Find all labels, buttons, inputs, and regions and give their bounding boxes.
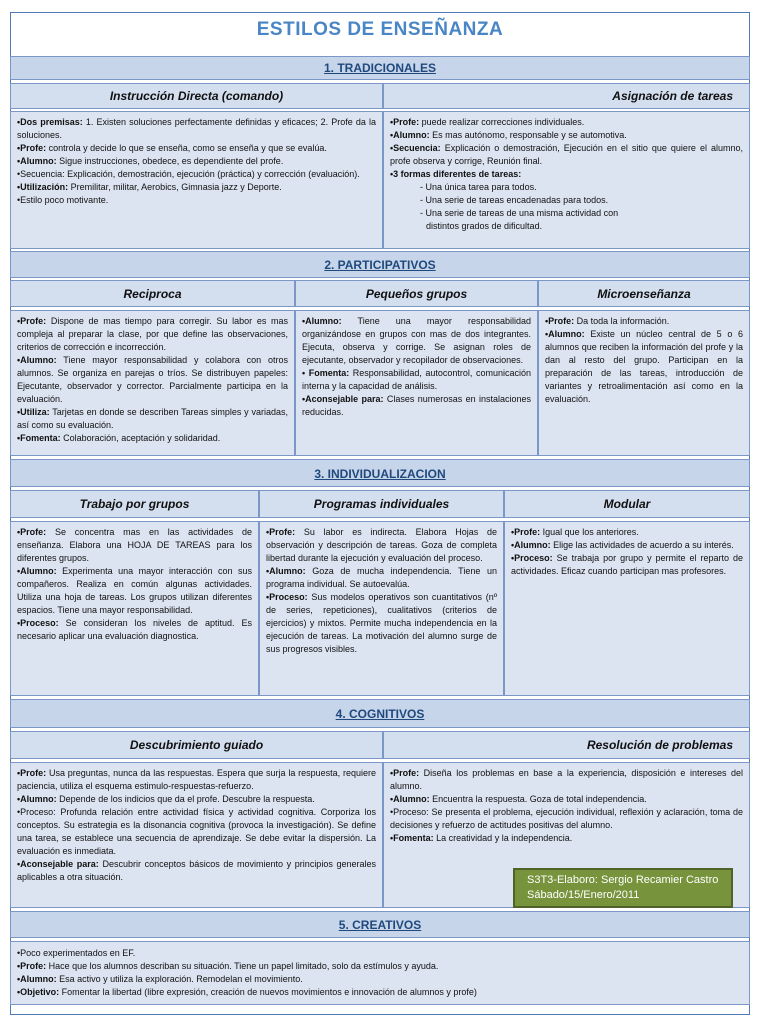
bullet-text: Premilitar, militar, Aerobics, Gimnasia jazz y Deporte.: [68, 182, 282, 192]
bullet-text: Tiene una mayor responsabilidad organizándose en grupos con mas de dos integrantes. Ejecuta, observa y corrige. Se asignan roles de ejecutante, observador y recopilador de observaciones.: [302, 316, 531, 365]
bullet-line: [17, 432, 288, 445]
bullet-label: •Proceso:: [266, 592, 308, 602]
bullet-text: 1. Existen soluciones perfectamente definidas y eficaces; 2. Profe da la soluciones.: [17, 117, 376, 140]
col-header-modular: Modular: [504, 490, 750, 518]
bullet-line: [17, 194, 376, 207]
page-title: ESTILOS DE ENSEÑANZA: [256, 19, 504, 40]
bullet-label: •Objetivo:: [17, 987, 60, 997]
bullet-line: [390, 116, 743, 129]
bullet-text: Elige las actividades de acuerdo a su interés.: [550, 540, 734, 550]
cell-asignacion-tareas: [383, 111, 750, 249]
col-header-programas-individuales: Programas individuales: [259, 490, 504, 518]
bullet-line: [17, 526, 252, 565]
bullet-line: [17, 986, 743, 999]
bullet-line: [511, 539, 743, 552]
bullet-line: [545, 315, 743, 328]
bullet-line: [17, 617, 252, 643]
bullet-line: [266, 526, 497, 565]
bullet-line: [17, 767, 376, 793]
cell-modular: [504, 521, 750, 696]
cell-trabajo-grupos: [10, 521, 259, 696]
bullet-label: •Secuencia:: [390, 143, 441, 153]
bullet-label: •Dos premisas:: [17, 117, 83, 127]
section-heading-tradicionales: 1. TRADICIONALES: [10, 56, 750, 80]
bullet-text: •Estilo poco motivante.: [17, 195, 109, 205]
bullet-text: Su labor es indirecta. Elabora Hojas de observación y descripción de tareas. Goza de completa libertad durante la ejecución y evaluación del proceso.: [266, 527, 497, 563]
bullet-line: [390, 767, 743, 793]
bullet-label: •Profe:: [390, 117, 420, 127]
bullet-line: [17, 142, 376, 155]
cell-microensenanza: [538, 310, 750, 456]
section-heading-individualizacion: 3. INDIVIDUALIZACION: [10, 459, 750, 487]
bullet-text: Diseña los problemas en base a la experiencia, disposición e intereses del alumno.: [390, 768, 743, 791]
bullet-label: •Profe:: [17, 961, 47, 971]
section-heading-cognitivos: 4. COGNITIVOS: [10, 699, 750, 728]
bullet-text: Goza de mucha independencia. Tiene un programa individual. Se autoevalúa.: [266, 566, 497, 589]
bullet-label: •Profe:: [390, 768, 420, 778]
sub-list-item: - Una serie de tareas encadenadas para todos.: [420, 195, 609, 205]
bullet-text: •Proceso: Se presenta el problema, ejecución individual, reflexión y aclaración, toma de decisiones y refuerzo de actitudes positivas del alumno.: [390, 807, 743, 830]
bullet-label: •Alumno:: [17, 355, 57, 365]
section-heading-participativos: 2. PARTICIPATIVOS: [10, 251, 750, 278]
bullet-text: Se concentra mas en las actividades de enseñanza. Elabora una HOJA DE TAREAS para los diferentes grupos.: [17, 527, 252, 563]
bullet-line: [17, 806, 376, 858]
bullet-line: [17, 181, 376, 194]
bullet-line: [17, 116, 376, 142]
bullet-line: [17, 858, 376, 884]
bullet-label: •Utiliza:: [17, 407, 50, 417]
bullet-label: •Alumno:: [17, 974, 57, 984]
col-header-resolucion-problemas: Resolución de problemas: [383, 731, 750, 759]
bullet-label: •Profe:: [17, 527, 47, 537]
bullet-text: Se consideran los niveles de aptitud. Es necesario aplicar una evaluación diagnostica.: [17, 618, 252, 641]
bullet-text: Esa activo y utiliza la exploración. Remodelan el movimiento.: [56, 974, 303, 984]
bullet-text: Clases numerosas en instalaciones reducidas.: [302, 394, 531, 417]
bullet-line: [302, 367, 531, 393]
bullet-label: •Alumno:: [302, 316, 342, 326]
bullet-text: Es mas autónomo, responsable y se automotiva.: [429, 130, 627, 140]
bullet-text: La creatividad y la independencia.: [433, 833, 573, 843]
bullet-line: [17, 406, 288, 432]
bullet-line: [390, 168, 743, 181]
bullet-line: [17, 155, 376, 168]
cell-programas-individuales: [259, 521, 504, 696]
bullet-line: [511, 552, 743, 578]
bullet-line: [266, 591, 497, 656]
bullet-line: [17, 168, 376, 181]
bullet-label: •Profe:: [545, 316, 575, 326]
bullet-label: •Alumno:: [17, 566, 57, 576]
bullet-label: •Alumno:: [390, 130, 430, 140]
bullet-text: •Poco experimentados en EF.: [17, 948, 136, 958]
bullet-line: [17, 947, 743, 960]
col-header-asignacion-tareas: Asignación de tareas: [383, 83, 750, 109]
bullet-label: •3 formas diferentes de tareas:: [390, 169, 522, 179]
bullet-label: •Alumno:: [17, 156, 57, 166]
bullet-line: [390, 142, 743, 168]
bullet-text: Fomentar la libertad (libre expresión, creación de nuevos movimientos e innovación de alumnos y profe): [59, 987, 477, 997]
bullet-line: [17, 565, 252, 617]
bullet-line: [17, 315, 288, 354]
bullet-text: Explicación o demostración, Ejecución en el sitio que quiere el alumno, profe observa y corrige, Reunión final.: [390, 143, 743, 166]
col-header-reciproca: Reciproca: [10, 280, 295, 307]
bullet-text: controla y decide lo que se enseña, como se enseña y que se evalúa.: [46, 143, 327, 153]
cell-pequenos-grupos: [295, 310, 538, 456]
bullet-label: •Proceso:: [511, 553, 553, 563]
bullet-text: •Secuencia: Explicación, demostración, ejecución (práctica) y corrección (evaluación).: [17, 169, 360, 179]
bullet-text: Descubrir conceptos básicos de movimiento y principios generales aplicables a otra situación.: [17, 859, 376, 882]
author-stamp-line1: S3T3-Elaboro: Sergio Recamier Castro: [527, 874, 719, 886]
bullet-text: Sigue instrucciones, obedece, es dependiente del profe.: [56, 156, 284, 166]
bullet-text: Igual que los anteriores.: [540, 527, 639, 537]
bullet-text: Experimenta una mayor interacción con sus compañeros. Realiza en común algunas actividades. Utiliza una hoja de tareas. Los grupos utilizan diferentes espacios. Tiene una mayor responsabilidad.: [17, 566, 252, 615]
bullet-text: Hace que los alumnos describan su situación. Tiene un papel limitado, solo da estímulos y ayuda.: [46, 961, 439, 971]
bullet-line: [266, 565, 497, 591]
bullet-label: •Utilización:: [17, 182, 69, 192]
bullet-line: [511, 526, 743, 539]
bullet-text: Da toda la información.: [574, 316, 670, 326]
bullet-label: •Alumno:: [17, 794, 57, 804]
bullet-line: [390, 129, 743, 142]
bullet-label: •Proceso:: [17, 618, 59, 628]
col-header-microensenanza: Microenseñanza: [538, 280, 750, 307]
sub-list-item: - Una única tarea para todos.: [420, 182, 537, 192]
author-stamp-line2: Sábado/15/Enero/2011: [527, 889, 640, 901]
bullet-text: Tarjetas en donde se describen Tareas simples y variadas, así como su evaluación.: [17, 407, 288, 430]
bullet-line: [17, 973, 743, 986]
bullet-text: Responsabilidad, autocontrol, comunicación interna y la capacidad de análisis.: [302, 368, 532, 391]
bullet-label: •Aconsejable para:: [302, 394, 384, 404]
bullet-label: • Fomenta:: [302, 368, 350, 378]
cell-reciproca: [10, 310, 295, 456]
bullet-text: Colaboración, aceptación y solidaridad.: [60, 433, 221, 443]
section-heading-creativos: 5. CREATIVOS: [10, 911, 750, 938]
bullet-label: •Aconsejable para:: [17, 859, 99, 869]
bullet-label: •Alumno:: [545, 329, 585, 339]
bullet-label: •Alumno:: [511, 540, 551, 550]
bullet-text: puede realizar correcciones individuales.: [419, 117, 585, 127]
bullet-label: •Fomenta:: [17, 433, 61, 443]
col-header-pequenos-grupos: Pequeños grupos: [295, 280, 538, 307]
bullet-line: [17, 354, 288, 406]
sub-list-item: - Una serie de tareas de una misma actividad con: [420, 208, 619, 218]
bullet-label: •Profe:: [266, 527, 296, 537]
col-header-descubrimiento-guiado: Descubrimiento guiado: [10, 731, 383, 759]
author-stamp: [513, 868, 733, 908]
cell-instruccion-directa: [10, 111, 383, 249]
col-header-trabajo-grupos: Trabajo por grupos: [10, 490, 259, 518]
bullet-line: [302, 393, 531, 419]
bullet-line: [390, 832, 743, 845]
bullet-label: •Profe:: [17, 768, 47, 778]
bullet-line: [545, 328, 743, 406]
bullet-label: •Profe:: [17, 143, 47, 153]
cell-creativos: [10, 941, 750, 1005]
bullet-line: [17, 793, 376, 806]
bullet-text: Tiene mayor responsabilidad y colabora con otros alumnos. Se organiza en parejas o tríos. Se distribuyen papeles: Ejecutante, observador y corrector. Parcialmente participa en la evaluación.: [17, 355, 288, 404]
sub-list-item: distintos grados de dificultad.: [426, 221, 543, 231]
bullet-line: [390, 793, 743, 806]
col-header-instruccion-directa: Instrucción Directa (comando): [10, 83, 383, 109]
bullet-text: Depende de los indicios que da el profe. Descubre la respuesta.: [56, 794, 315, 804]
bullet-label: •Profe:: [511, 527, 541, 537]
bullet-label: •Fomenta:: [390, 833, 434, 843]
bullet-text: Existe un núcleo central de 5 o 6 alumnos que reciben la información del profe y la dan al resto del grupo. Participan en la preparación de las tareas, introducción de variantes y retroalimentación así como en la evaluación.: [545, 329, 743, 404]
bullet-text: Se trabaja por grupo y permite el reparto de actividades. Eficaz cuando participan mas profesores.: [511, 553, 743, 576]
bullet-text: Dispone de mas tiempo para corregir. Su labor es mas compleja al preparar la clase, por que define las observaciones, criterios de corrección e incorrección.: [17, 316, 288, 352]
bullet-label: •Alumno:: [266, 566, 306, 576]
bullet-text: Sus modelos operativos son cuantitativos (nº de series, repeticiones), cualitativos (criterios de ejercicios) y mixtos. Permite mucha independencia en la ejecución de tareas. La motivación del alumno surge de sus progresos visibles.: [266, 592, 497, 654]
bullet-label: •Alumno:: [390, 794, 430, 804]
bullet-text: •Proceso: Profunda relación entre actividad física y actividad cognitiva. Corporiza los conceptos. Su estrategia es la disonancia cognitiva (provoca la investigación). Se define una tarea, se establece una secuencia de aprendizaje. Se debe evitar la dispersión. La evaluación es inmediata.: [17, 807, 376, 856]
bullet-text: Encuentra la respuesta. Goza de total independencia.: [429, 794, 647, 804]
bullet-label: •Profe:: [17, 316, 47, 326]
bullet-line: [390, 806, 743, 832]
cell-descubrimiento-guiado: [10, 762, 383, 908]
bullet-text: Usa preguntas, nunca da las respuestas. Espera que surja la respuesta, requiere paciencia, utiliza el esquema estimulo-respuestas-refuerzo.: [17, 768, 376, 791]
bullet-line: [17, 960, 743, 973]
bullet-line: [302, 315, 531, 367]
